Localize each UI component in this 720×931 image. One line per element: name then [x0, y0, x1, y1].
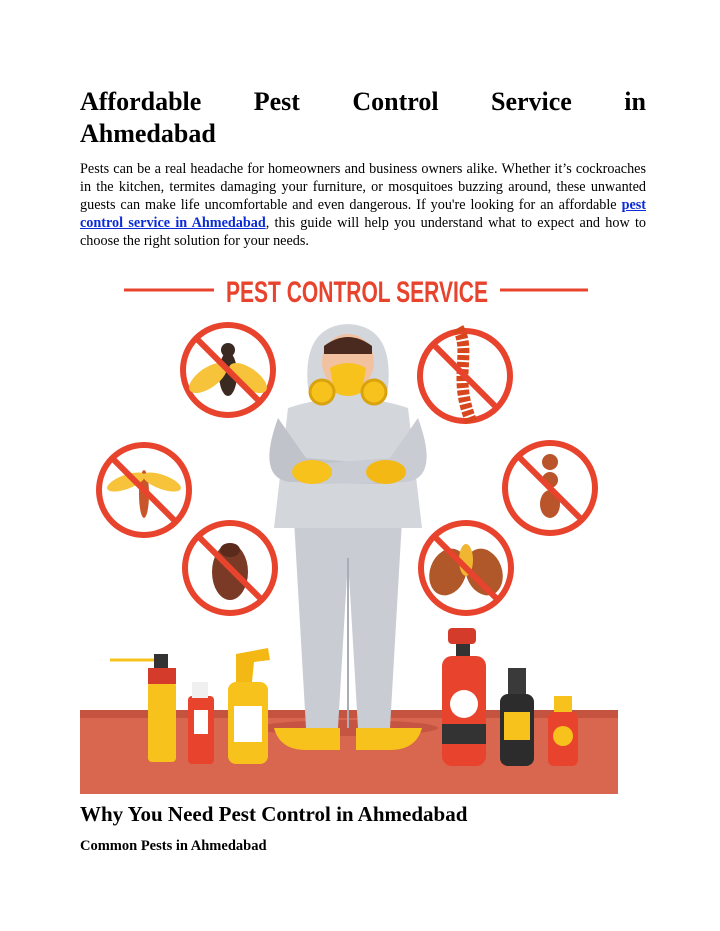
- title-word: Affordable: [80, 87, 202, 116]
- title-word: Pest: [253, 87, 300, 116]
- intro-paragraph: [80, 160, 646, 250]
- intro-text: Pests can be a real headache for homeowners and business owners alike. Whether it’s cockroaches in the kitchen, termites damaging your furniture, or mosquitoes buzzing around, these unwanted guests can make life uncomfortable and even dangerous. If you're looking for an affordable: [80, 161, 646, 213]
- title-line-1: [80, 86, 646, 118]
- section-subheading: Common Pests in Ahmedabad: [80, 838, 267, 854]
- title-line-2: Ahmedabad: [80, 119, 216, 148]
- title-word: Control: [352, 87, 439, 116]
- page-title: [80, 86, 646, 150]
- pest-control-banner: [80, 258, 618, 794]
- title-word: Service: [491, 87, 572, 116]
- article: [80, 86, 646, 250]
- centipede-icon: [420, 328, 510, 423]
- moth-icon: [421, 523, 511, 613]
- pest-control-link[interactable]: pest control service in Ahmedabad: [80, 197, 646, 231]
- ant-icon: [505, 443, 595, 533]
- intro-text-end: , this guide will help you understand what to expect and how to choose the right solution for your needs.: [80, 215, 646, 249]
- fly-icon: [183, 325, 273, 415]
- title-word: in: [624, 87, 646, 116]
- section-heading: Why You Need Pest Control in Ahmedabad: [80, 802, 468, 826]
- cockroach-icon: [185, 523, 275, 613]
- mosquito-icon: [99, 445, 189, 535]
- banner-heading: PEST CONTROL SERVICE: [226, 276, 488, 309]
